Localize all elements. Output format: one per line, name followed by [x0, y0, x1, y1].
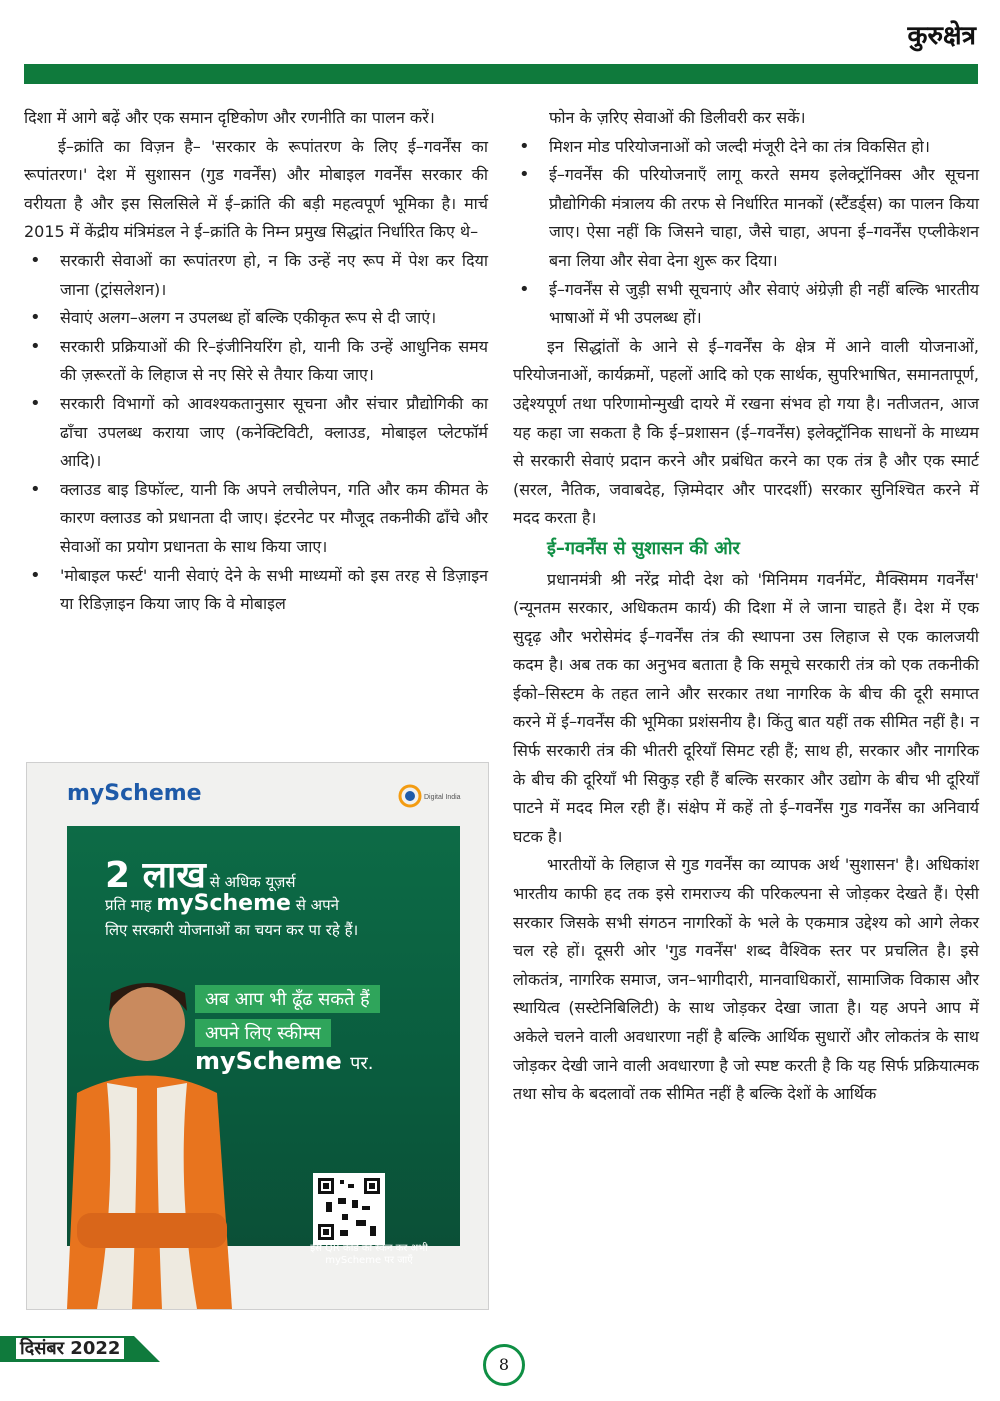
ad-brand-line: myScheme पर.	[195, 1047, 374, 1075]
ad-subline: प्रति माह myScheme से अपने	[105, 891, 339, 916]
list-item: फोन के ज़रिए सेवाओं की डिलीवरी कर सकें।	[549, 108, 806, 127]
list-item: • ई–गवर्नेंस की परियोजनाएँ लागू करते समय इलेक्ट्रॉनिक्स और सूचना प्रौद्योगिकी मंत्रालय की तरफ से निर्धारित मानकों (स्टैंडर्ड्स) का पालन किया जाए। ऐसा नहीं कि जिसने चाहा, जैसे चाहा, अपना ई–गवर्नेंस एप्लीकेशन बना लिया और सेवा देना शुरू कर दिया।	[513, 161, 979, 275]
myscheme-advertisement	[26, 762, 489, 1310]
list-item: • मिशन मोड परियोजनाओं को जल्दी मंजूरी देने का तंत्र विकसित हो।	[513, 133, 979, 162]
principles-list-continued	[513, 104, 979, 333]
page-number: 8	[483, 1344, 525, 1386]
myscheme-logo: myScheme	[67, 781, 202, 806]
right-column	[513, 104, 979, 1109]
ad-headline: 2 लाख से अधिक यूज़र्स	[105, 855, 296, 896]
qr-caption: इस QR कोड को स्कैन कर अभी myScheme पर जाएँ	[310, 1243, 428, 1266]
list-item: • क्लाउड बाइ डिफॉल्ट, यानी कि अपने लचीलेपन, गति और कम कीमत के कारण क्लाउड को प्रधानता दी जाए। इंटरनेट पर मौजूद तकनीकी ढाँचे और सेवाओं का प्रयोग प्रधानता के साथ किया जाए।	[24, 476, 488, 562]
paragraph: दिशा में आगे बढ़ें और एक समान दृष्टिकोण और रणनीति का पालन करें।	[24, 108, 435, 127]
paragraph: प्रधानमंत्री श्री नरेंद्र मोदी देश को 'मिनिमम गवर्नमेंट, मैक्सिमम गवर्नेंस' (न्यूनतम सरकार, अधिकतम कार्य) की दिशा में ले जाना चाहते हैं। देश में एक सुदृढ़ और भरोसेमंद ई–गवर्नेंस तंत्र की स्थापना उस लिहाज से एक कालजयी कदम है। अब तक का अनुभव बताता है कि समूचे सरकारी तंत्र को एक तकनीकी ईको–सिस्टम के तहत लाने और सरकार तथा नागरिक के बीच की दूरी समाप्त करने में ई–गवर्नेंस की भूमिका प्रशंसनीय है। किंतु बात यहीं तक सीमित नहीं है। न सिर्फ सरकारी तंत्र की भीतरी दूरियाँ सिमट रही हैं; साथ ही, सरकार और नागरिक के बीच की दूरियाँ भी सिकुड़ रही हैं बल्कि सरकार और उद्योग के बीच भी दूरियाँ पाटने में मदद मिल रही हैं। संक्षेप में कहें तो ई–गवर्नेंस गुड गवर्नेंस का अनिवार्य घटक है।	[513, 569, 979, 846]
magazine-title: कुरुक्षेत्र	[907, 21, 976, 51]
digital-india-logo	[398, 779, 461, 813]
paragraph: भारतीयों के लिहाज से गुड गवर्नेंस का व्यापक अर्थ 'सुशासन' है। अधिकांश भारतीय काफी हद तक इसे रामराज्य की परिकल्पना से जोड़कर देखते हैं। ऐसी सरकार जिसके सभी संगठन नागरिकों के भले के एकमात्र उद्देश्य को आगे लेकर चल रहे हों। दूसरी ओर 'गुड गवर्नेंस' शब्द वैश्विक स्तर पर प्रचलित है। इसे लोकतंत्र, नागरिक समाज, जन–भागीदारी, मानवाधिकारों, सामाजिक विकास और स्थायित्व (सस्टेनिबिलिटी) के साथ जोड़कर देखा जाता है। यह अपने आप में अकेले चलने वाली अवधारणा नहीं है बल्कि आर्थिक सुधारों और लोकतंत्र के साथ जोड़कर देखी जाने वाली अवधारणा है जो स्पष्ट करती है कि यह सिर्फ प्रक्रियात्मक तथा सोच के बदलावों तक सीमित नहीं है बल्कि देशों के आर्थिक	[513, 855, 979, 1104]
svg-text:Digital India: Digital India	[424, 794, 461, 801]
header-rule	[24, 64, 978, 84]
paragraph: ई–क्रांति का विज़न है– 'सरकार के रूपांतरण के लिए ई–गवर्नेंस का रूपांतरण।' देश में सुशासन (गुड गवर्नेंस) और मोबाइल गवर्नेंस सरकार की वरीयता है और इस सिलसिले में ई–क्रांति की बड़ी महत्वपूर्ण भूमिका है। मार्च 2015 में केंद्रीय मंत्रिमंडल ने ई–क्रांति के निम्न प्रमुख सिद्धांत निर्धारित किए थे–	[24, 136, 488, 242]
paragraph: इन सिद्धांतों के आने से ई–गवर्नेंस के क्षेत्र में आने वाली योजनाओं, परियोजनाओं, कार्यक्रमों, पहलों आदि को एक सार्थक, सुपरिभाषित, समानतापूर्ण, उद्देश्यपूर्ण तथा परिणामोन्मुखी दायरे में रखना संभव हो गया है। नतीजतन, आज यह कहा जा सकता है कि ई–प्रशासन (ई–गवर्नेंस) इलेक्ट्रॉनिक साधनों के माध्यम से सरकारी सेवाएं प्रदान करने और प्रबंधित करने का एक तंत्र है और एक स्मार्ट (सरल, नैतिक, जवाबदेह, ज़िम्मेदार और पारदर्शी) सरकार सुनिश्चित करने में मदद करता है।	[513, 336, 979, 528]
ad-subline-2: लिए सरकारी योजनाओं का चयन कर पा रहे हैं।	[105, 921, 359, 939]
person-illustration	[37, 963, 237, 1309]
list-item: • सरकारी विभागों को आवश्यकतानुसार सूचना और संचार प्रौद्योगिकी का ढाँचा उपलब्ध कराया जाए (कनेक्टिविटी, क्लाउड, मोबाइल प्लेटफॉर्म आदि)।	[24, 390, 488, 476]
list-item: • 'मोबाइल फर्स्ट' यानी सेवाएं देने के सभी माध्यमों को इस तरह से डिज़ाइन या रिडिज़ाइन किया जाए कि वे मोबाइल	[24, 562, 488, 619]
section-heading: ई–गवर्नेंस से सुशासन की ओर	[547, 537, 740, 559]
list-item: • ई–गवर्नेंस से जुड़ी सभी सूचनाएं और सेवाएं अंग्रेज़ी ही नहीं बल्कि भारतीय भाषाओं में भी उपलब्ध हों।	[513, 276, 979, 333]
list-item: • सेवाएं अलग–अलग न उपलब्ध हों बल्कि एकीकृत रूप से दी जाएं।	[24, 304, 488, 333]
principles-list	[24, 247, 488, 619]
list-item: • सरकारी प्रक्रियाओं की रि–इंजीनियरिंग हो, यानी कि उन्हें आधुनिक समय की ज़रूरतों के लिहाज से नए सिरे से तैयार किया जाए।	[24, 333, 488, 390]
ad-pill-search: अब आप भी ढूँढ सकते हैं	[195, 985, 380, 1013]
ad-pill-schemes: अपने लिए स्कीम्स	[195, 1019, 331, 1047]
left-column	[24, 104, 488, 619]
list-item: • सरकारी सेवाओं का रूपांतरण हो, न कि उन्हें नए रूप में पेश कर दिया जाना (ट्रांसलेशन)।	[24, 247, 488, 304]
issue-date: दिसंबर 2022	[16, 1336, 124, 1360]
qr-code	[313, 1173, 385, 1245]
